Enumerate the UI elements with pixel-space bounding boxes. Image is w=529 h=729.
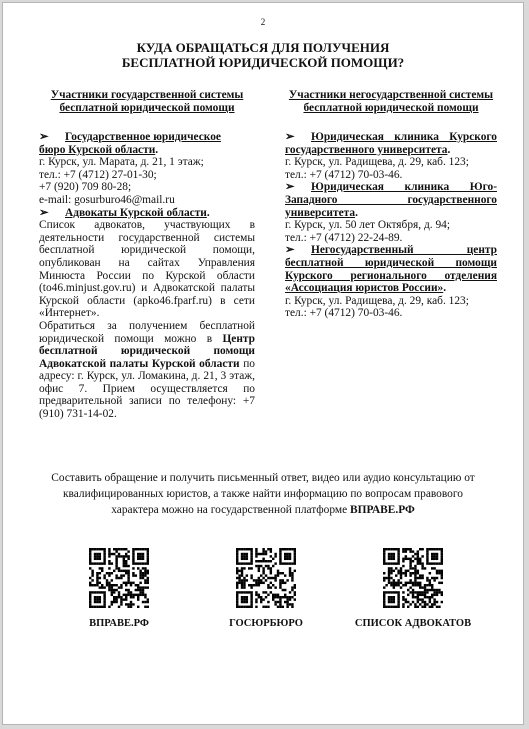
entry-lawyers-association-center <box>285 244 497 320</box>
email: e-mail: gosurburo46@mail.ru <box>39 193 175 206</box>
phone-mobile: +7 (920) 709 80-28; <box>39 181 132 194</box>
platform-info-text: Составить обращение и получить письменный ответ, видео или аудио консультацию от квалифицированных юристов, а также найти информацию по вопросам правового характера можно на государственной платформе <box>51 472 475 516</box>
phone: тел.: +7 (4712) 22-24-89. <box>285 231 403 244</box>
document-page <box>2 2 524 725</box>
state-system-heading <box>39 89 255 115</box>
entry-title-end: . <box>155 143 159 156</box>
non-state-system-column <box>285 89 497 320</box>
entry-title-text: Адвокаты Курской области <box>65 206 207 219</box>
non-state-system-heading-line-2: бесплатной юридической помощи <box>303 102 479 114</box>
page-title-line-2: БЕСПЛАТНОЙ ЮРИДИЧЕСКОЙ ПОМОЩИ? <box>121 55 405 70</box>
entry-title <box>285 131 497 156</box>
platform-info <box>43 470 483 518</box>
non-state-system-heading <box>285 89 497 115</box>
state-system-heading-line-1: Участники государственной системы <box>50 89 244 101</box>
free-legal-center-info <box>39 320 255 421</box>
qr-block-gosyurburo <box>206 548 326 629</box>
entry-swsu-clinic <box>285 181 497 244</box>
non-state-system-heading-line-1: Участники негосударственной системы <box>288 89 494 101</box>
address: г. Курск, ул. Радищева, д. 29, каб. 123; <box>285 294 469 307</box>
entry-title-end: . <box>447 143 451 156</box>
bullet-arrow-icon: ➢ <box>285 244 295 257</box>
platform-name: ВПРАВЕ.РФ <box>349 504 415 516</box>
bullet-arrow-icon: ➢ <box>39 131 49 143</box>
page-title <box>3 40 523 70</box>
qr-pattern-icon <box>383 548 443 608</box>
entry-title <box>285 181 497 219</box>
address: г. Курск, ул. Радищева, д. 29, каб. 123; <box>285 156 469 169</box>
qr-pattern-icon <box>236 548 296 608</box>
bullet-arrow-icon: ➢ <box>39 206 49 219</box>
phone: тел.: +7 (4712) 70-03-46. <box>285 307 403 320</box>
entry-title-text: Юридическая клиника Юго-Западного государственного университета <box>285 181 497 219</box>
entry-title-part-1: Государственное юридическое <box>65 131 221 143</box>
entry-title <box>39 207 255 220</box>
state-system-heading-line-2: бесплатной юридической помощи <box>59 102 235 114</box>
qr-code-lawyers-list[interactable] <box>383 548 443 608</box>
entry-lawyers <box>39 207 255 421</box>
qr-block-lawyers-list <box>353 548 473 629</box>
entry-title <box>39 131 255 156</box>
entry-ksu-clinic <box>285 131 497 181</box>
entry-title <box>285 244 497 294</box>
entry-title-part-2: бюро Курской области <box>39 143 156 156</box>
address: г. Курск, ул. 50 лет Октября, д. 94; <box>285 219 451 232</box>
center-info-intro: Обратиться за получением бесплатной юридической помощи можно в <box>39 319 255 345</box>
address: г. Курск, ул. Марата, д. 21, 1 этаж; <box>39 156 204 169</box>
center-address: по адресу: г. Курск, ул. Ломакина, д. 21, 3 этаж, офис 7. Прием осуществляется по предварительной записи по телефону: +7 (910) 731-14-02. <box>39 357 255 421</box>
entry-title-end: . <box>443 282 447 295</box>
page-number: 2 <box>260 17 266 27</box>
lawyers-list-info: Список адвокатов, участвующих в деятельности государственной системы бесплатной юридической помощи, опубликован на сайтах Управления Минюста России по Курской области (to46.minjust.gov.ru) и Адвокатской палаты Курской области (apko46.fparf.ru) в сети «Интернет». <box>39 219 255 320</box>
qr-block-vprave <box>59 548 179 629</box>
bullet-arrow-icon: ➢ <box>285 181 295 194</box>
entry-state-legal-bureau <box>39 131 255 207</box>
qr-caption: ВПРАВЕ.РФ <box>89 618 149 629</box>
qr-pattern-icon <box>89 548 149 608</box>
qr-caption: ГОСЮРБЮРО <box>229 618 303 629</box>
center-name: Центр бесплатной юридической помощи Адвокатской палаты Курской области <box>39 332 255 370</box>
qr-code-gosyurburo[interactable] <box>236 548 296 608</box>
phone: тел.: +7 (4712) 70-03-46. <box>285 168 403 181</box>
qr-code-vprave[interactable] <box>89 548 149 608</box>
entry-title-text: Юридическая клиника Курского государственного университета <box>285 131 497 156</box>
qr-caption: СПИСОК АДВОКАТОВ <box>354 618 472 629</box>
entry-title-end: . <box>206 206 210 219</box>
entry-title-text: Негосударственный центр бесплатной юридической помощи Курского регионального отделения «Ассоциация юристов России» <box>285 244 497 295</box>
page-title-line-1: КУДА ОБРАЩАТЬСЯ ДЛЯ ПОЛУЧЕНИЯ <box>136 40 390 55</box>
state-system-column <box>39 89 255 421</box>
entry-title-end: . <box>355 206 358 219</box>
phone: тел.: +7 (4712) 27-01-30; <box>39 168 157 181</box>
bullet-arrow-icon: ➢ <box>285 131 295 143</box>
